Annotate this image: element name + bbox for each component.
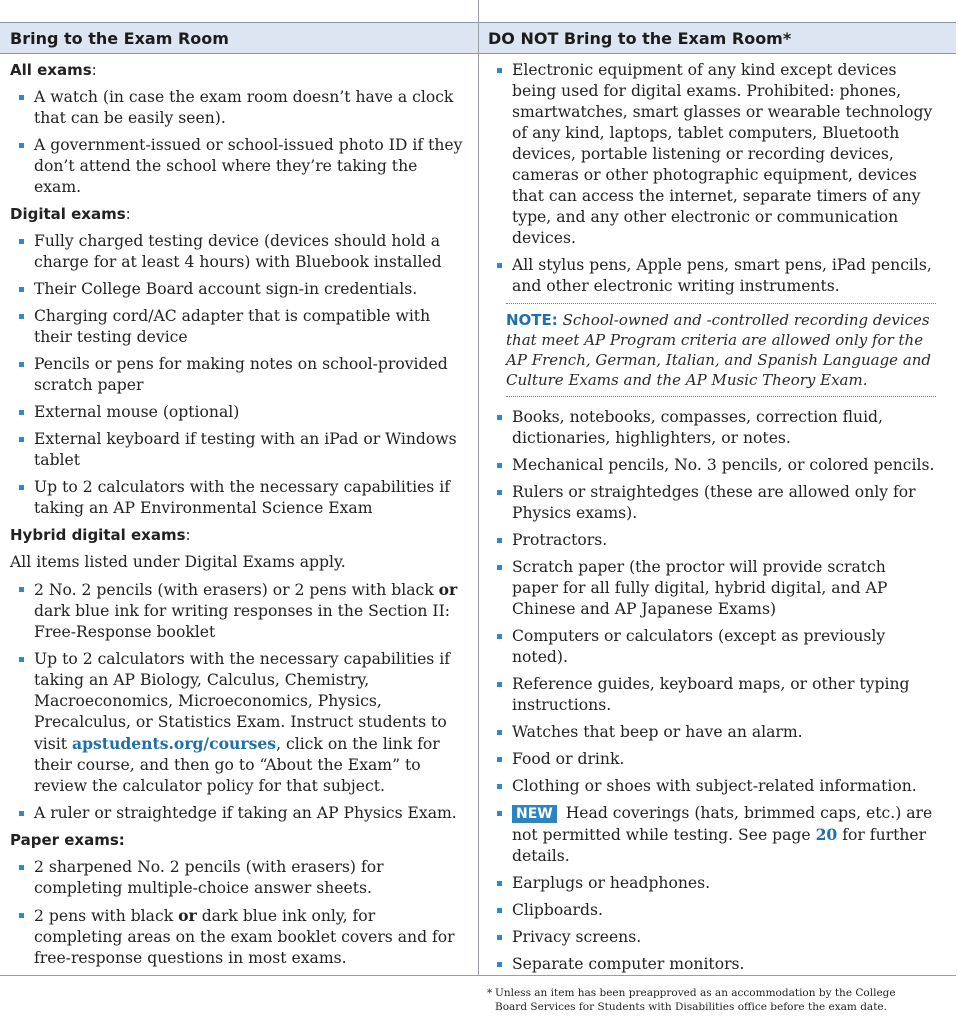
- section-hybrid-exams: [10, 525, 466, 546]
- list-item: [10, 905, 466, 969]
- list-item: All stylus pens, Apple pens, smart pens, iPad pencils, and other electronic writing instruments.: [488, 255, 936, 297]
- list-item: Rulers or straightedges (these are allowed only for Physics exams).: [488, 482, 936, 524]
- footnote-line-1: Unless an item has been preapproved as an accommodation by the College: [495, 987, 896, 999]
- section-colon: :: [125, 205, 131, 223]
- header-do-not-bring: DO NOT Bring to the Exam Room*: [488, 29, 792, 48]
- item-text: 2 No. 2 pencils (with erasers) or 2 pens with black: [34, 581, 439, 599]
- list-item: Watches that beep or have an alarm.: [488, 722, 936, 743]
- list-item: Earplugs or headphones.: [488, 873, 936, 894]
- item-text: dark blue ink only, for completing areas on the exam booklet covers and for free-response questions in most exams.: [34, 907, 455, 967]
- list-item-new: [488, 803, 936, 867]
- item-text: , click on the link for their course, and then go to “About the Exam” to review the calculator policy for that subject.: [34, 735, 440, 795]
- item-text: for further details.: [512, 826, 927, 865]
- list-item: Pencils or pens for making notes on school-provided scratch paper: [10, 354, 466, 396]
- section-title: Paper exams:: [10, 831, 125, 849]
- bottom-rule: [0, 975, 956, 976]
- list-item: Mechanical pencils, No. 3 pencils, or colored pencils.: [488, 455, 936, 476]
- section-digital-exams: [10, 204, 466, 225]
- hybrid-intro: All items listed under Digital Exams apply.: [10, 553, 346, 571]
- section-all-exams: [10, 60, 466, 81]
- page-reference-link[interactable]: 20: [815, 825, 838, 844]
- list-item: Books, notebooks, compasses, correction fluid, dictionaries, highlighters, or notes.: [488, 407, 936, 449]
- prohibited-list-top: [488, 60, 936, 297]
- list-item: Fully charged testing device (devices should hold a charge for at least 4 hours) with Bluebook installed: [10, 231, 466, 273]
- paper-exams-list: [10, 857, 466, 969]
- digital-exams-list: [10, 231, 466, 519]
- list-item: Protractors.: [488, 530, 936, 551]
- list-item: Electronic equipment of any kind except devices being used for digital exams. Prohibited: phones, smartwatches, smart glasses or wearable technology of any kind, laptops, tablet computers, Bluetooth devices, portable listening or recording devices, cameras or other photographic equipment, devices that can access the internet, separate timers of any type, and any other electronic or communication devices.: [488, 60, 936, 249]
- footnote-mark: *: [487, 987, 493, 999]
- note-label: NOTE:: [506, 311, 558, 329]
- section-title: Hybrid digital exams: [10, 526, 186, 544]
- all-exams-list: [10, 87, 466, 198]
- list-item: A ruler or straightedge if taking an AP Physics Exam.: [10, 803, 466, 824]
- item-text: 2 pens with black: [34, 907, 179, 925]
- item-emphasis: or: [438, 580, 458, 599]
- section-colon: :: [185, 526, 191, 544]
- list-item: Scratch paper (the proctor will provide scratch paper for all fully digital, hybrid digital, and AP Chinese and AP Japanese Exams): [488, 557, 936, 620]
- list-item: External mouse (optional): [10, 402, 466, 423]
- item-text: Head coverings (hats, brimmed caps, etc.) are not permitted while testing. See page: [512, 804, 933, 844]
- item-text: Up to 2 calculators with the necessary capabilities if taking an AP Biology, Calculus, Chemistry, Macroeconomics, Microeconomics, Physics, Precalculus, or Statistics Exam. Instruct students to visit: [34, 650, 451, 753]
- section-title: Digital exams: [10, 205, 126, 223]
- list-item: [10, 579, 466, 643]
- note-text: School-owned and -controlled recording devices that meet AP Program criteria are allowed only for the AP French, German, Italian, and Spanish Language and Culture Exams and the AP Music Theory Exam.: [506, 311, 932, 389]
- list-item: Their College Board account sign-in credentials.: [10, 279, 466, 300]
- header-bring: Bring to the Exam Room: [10, 29, 229, 48]
- section-paper-exams: [10, 830, 466, 851]
- list-item: Clipboards.: [488, 900, 936, 921]
- prohibited-list-mid: [488, 407, 936, 975]
- list-item: A watch (in case the exam room doesn’t have a clock that can be easily seen).: [10, 87, 466, 129]
- list-item: External keyboard if testing with an iPad or Windows tablet: [10, 429, 466, 471]
- list-item: Reference guides, keyboard maps, or other typing instructions.: [488, 674, 936, 716]
- bring-column: [10, 60, 466, 975]
- list-item: Charging cord/AC adapter that is compatible with their testing device: [10, 306, 466, 348]
- apstudents-courses-link[interactable]: apstudents.org/courses: [72, 734, 277, 753]
- note-box: [506, 303, 936, 397]
- list-item: Separate computer monitors.: [488, 954, 936, 975]
- footnote: [487, 986, 927, 1014]
- list-item: Clothing or shoes with subject-related information.: [488, 776, 936, 797]
- new-badge: NEW: [512, 805, 557, 823]
- list-item: [10, 649, 466, 797]
- section-title: All exams: [10, 61, 92, 79]
- list-item: A government-issued or school-issued photo ID if they don’t attend the school where they’re taking the exam.: [10, 135, 466, 198]
- footnote-line-2: Board Services for Students with Disabilities office before the exam date.: [495, 1001, 887, 1013]
- list-item: 2 sharpened No. 2 pencils (with erasers) for completing multiple-choice answer sheets.: [10, 857, 466, 899]
- do-not-bring-column: [488, 60, 936, 981]
- list-item: Food or drink.: [488, 749, 936, 770]
- item-text: dark blue ink for writing responses in the Section II: Free-Response booklet: [34, 602, 450, 641]
- item-emphasis: or: [178, 906, 197, 925]
- list-item: Up to 2 calculators with the necessary capabilities if taking an AP Environmental Science Exam: [10, 477, 466, 519]
- hybrid-exams-list: [10, 579, 466, 824]
- list-item: Privacy screens.: [488, 927, 936, 948]
- section-colon: :: [91, 61, 97, 79]
- column-divider: [478, 0, 479, 975]
- list-item: Computers or calculators (except as previously noted).: [488, 626, 936, 668]
